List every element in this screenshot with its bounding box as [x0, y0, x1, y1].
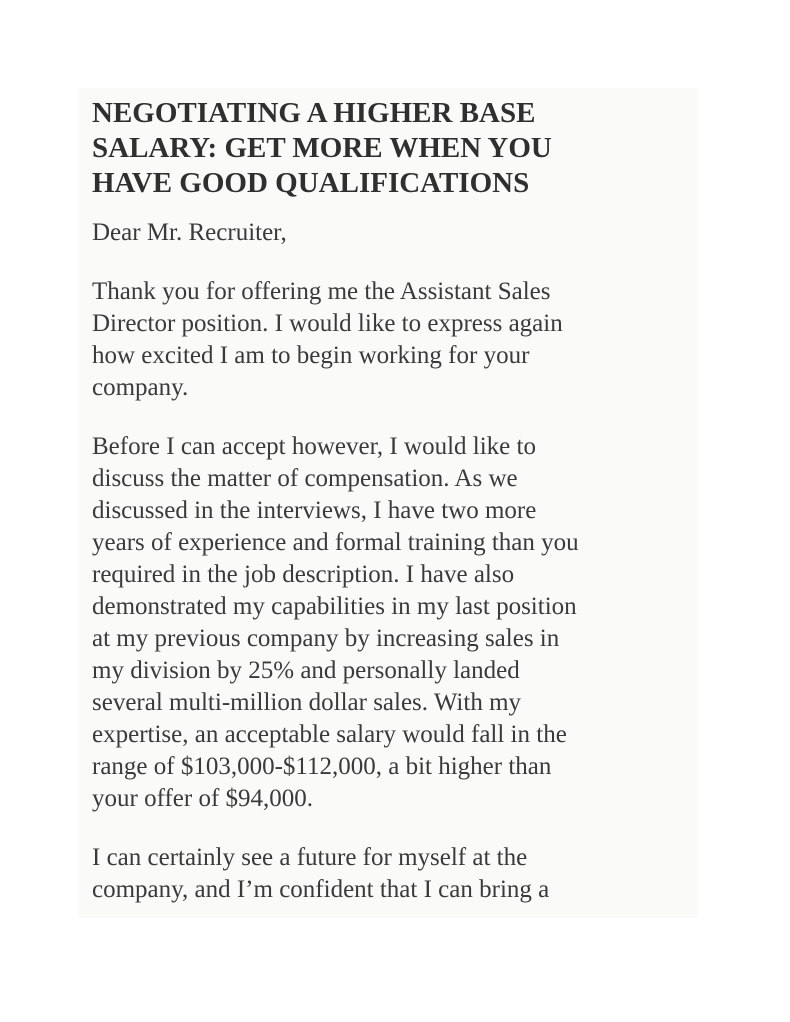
paragraph-line: Dear Mr. Recruiter,	[92, 219, 287, 246]
letter-title-line: SALARY: GET MORE WHEN YOU	[92, 132, 552, 164]
letter-title-line: HAVE GOOD QUALIFICATIONS	[92, 167, 530, 199]
paragraph-line: years of experience and formal training than you	[92, 529, 579, 556]
letter-paragraph	[92, 842, 692, 906]
paragraph-line: demonstrated my capabilities in my last position	[92, 593, 577, 620]
paragraph-line: Director position. I would like to express again	[92, 310, 563, 337]
letter-body	[92, 217, 692, 906]
letter-paragraph	[92, 431, 692, 815]
letter-title-line: NEGOTIATING A HIGHER BASE	[92, 97, 536, 129]
paragraph-line: your offer of $94,000.	[92, 785, 314, 812]
paragraph-line: Before I can accept however, I would like to	[92, 433, 536, 460]
paragraph-line: company, and I’m confident that I can bring a	[92, 876, 550, 903]
letter-paragraph	[92, 276, 692, 404]
paragraph-line: required in the job description. I have also	[92, 561, 515, 588]
paragraph-line: how excited I am to begin working for your	[92, 342, 530, 369]
paragraph-line: expertise, an acceptable salary would fall in the	[92, 721, 567, 748]
paragraph-line: I can certainly see a future for myself at the	[92, 844, 528, 871]
paragraph-line: discussed in the interviews, I have two more	[92, 497, 537, 524]
paragraph-line: range of $103,000-$112,000, a bit higher than	[92, 753, 552, 780]
paragraph-line: at my previous company by increasing sales in	[92, 625, 560, 652]
letter-salutation	[92, 217, 692, 249]
paragraph-line: discuss the matter of compensation. As we	[92, 465, 518, 492]
paragraph-line: Thank you for offering me the Assistant Sales	[92, 278, 551, 305]
letter-title	[92, 96, 692, 201]
paragraph-line: several multi-million dollar sales. With my	[92, 689, 522, 716]
letter-content-card	[78, 88, 698, 918]
paragraph-line: my division by 25% and personally landed	[92, 657, 520, 684]
paragraph-line: company.	[92, 374, 189, 401]
